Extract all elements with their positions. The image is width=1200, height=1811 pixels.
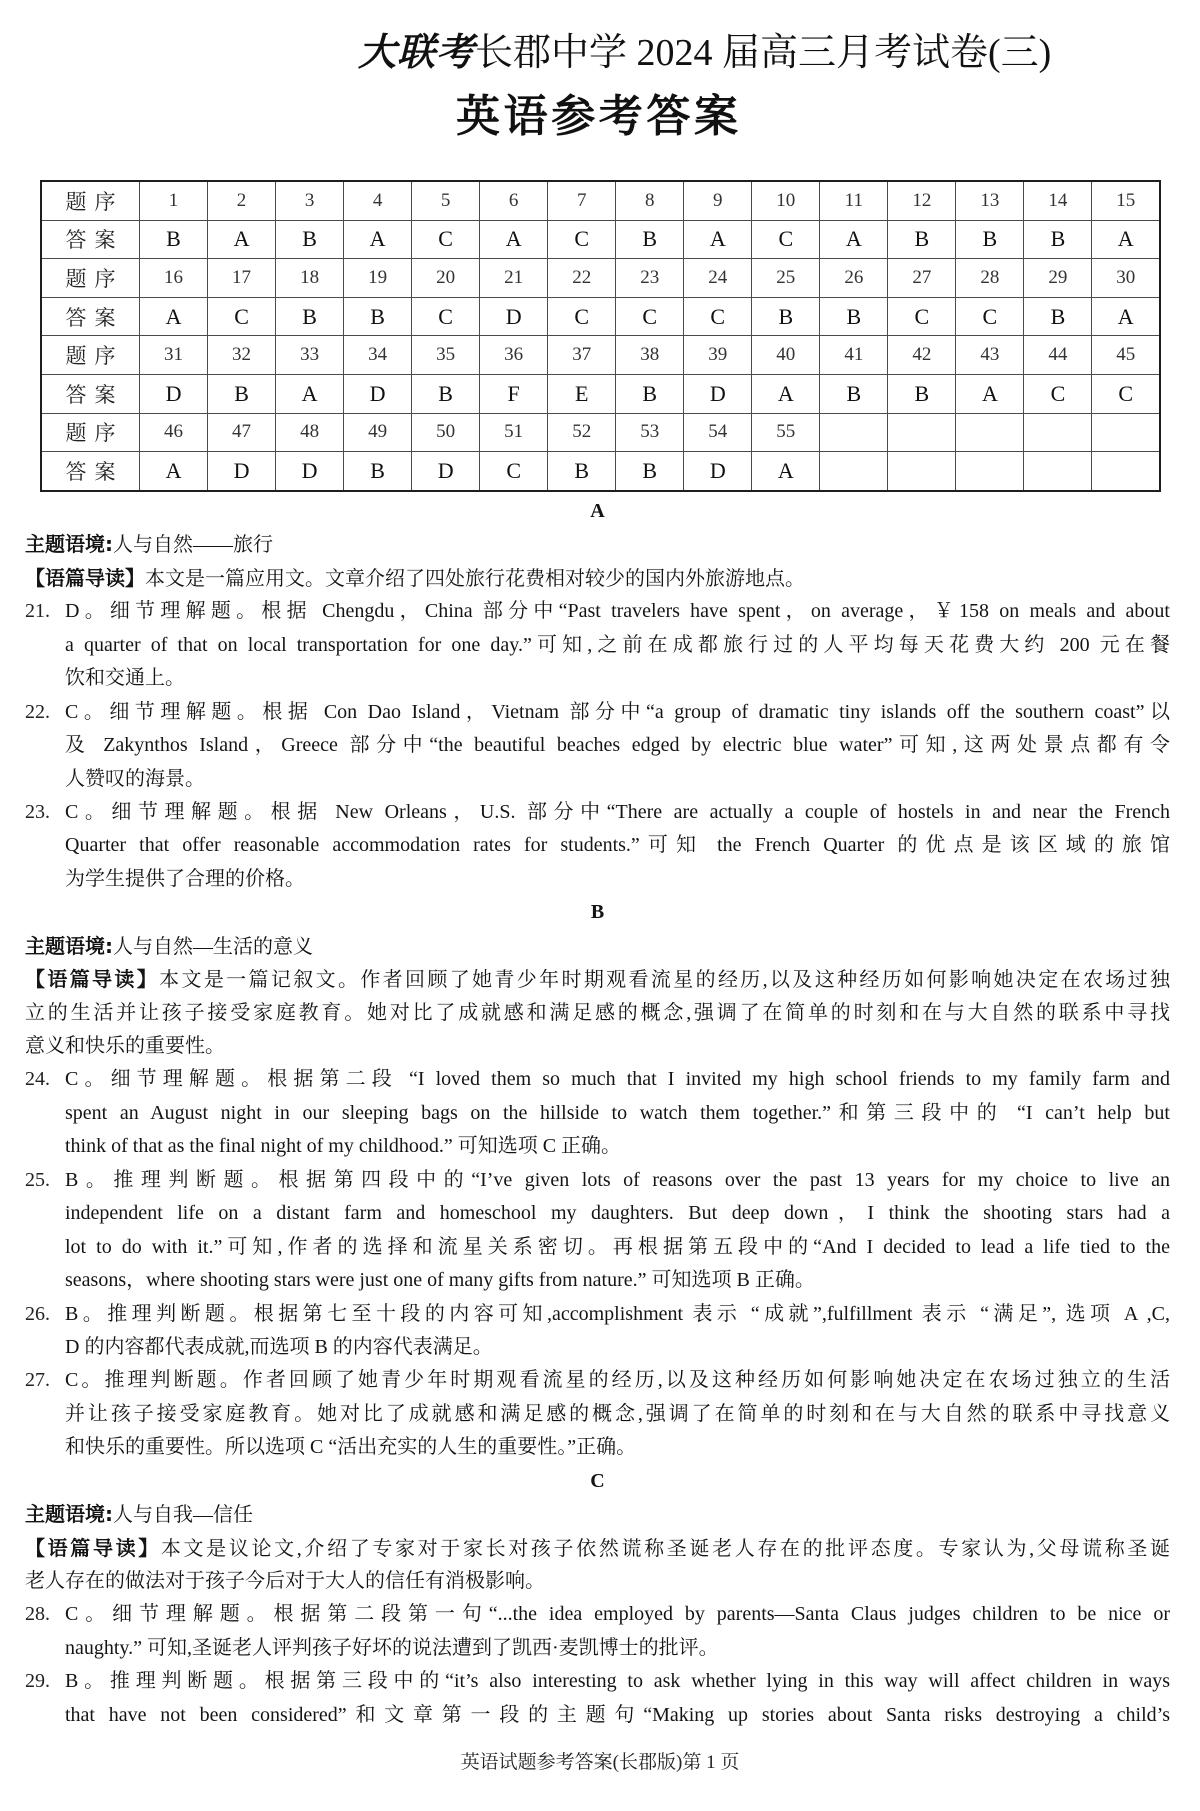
question-number-cell: 54 [684,413,752,452]
row-label: 题序 [41,259,140,298]
answer-cell: D [684,374,752,413]
answer-cell: C [752,220,820,259]
question-number-cell: 29 [1024,259,1092,298]
answer-cell: B [616,374,684,413]
explanation-text: 并让孩子接受家庭教育。她对比了成就感和满足感的概念,强调了在简单的时刻和在与大自然的联系中寻找意义 [65,1402,1170,1425]
question-number-cell: 34 [344,336,412,375]
question-number-cell: 35 [412,336,480,375]
explanation-text: that have not been considered”和文章第一段的主题句“Making up stories about Santa risks destroying a child’s [65,1703,1170,1726]
question-number-cell: 31 [140,336,208,375]
question-number-cell: 7 [548,181,616,220]
answer-row [41,297,1160,336]
question-number-cell: 24 [684,259,752,298]
explanation-line [25,1331,1170,1364]
explanation-text: C。细节理解题。根据第二段第一句“...the idea employed by parents—Santa Claus judges children to be nice or [65,1603,1170,1626]
explanation-text: B。推理判断题。根据第七至十段的内容可知,accomplishment 表示 “成就”,fulfillment 表示 “满足”, 选项 A ,C, [65,1302,1170,1325]
explanation-line [25,729,1170,762]
explanation-text: independent life on a distant farm and homeschool my daughters. But deep down，I think the shooting stars had a [65,1202,1170,1225]
topic-label: 主题语境: [25,1502,113,1527]
answer-cell: D [140,374,208,413]
topic-text: 人与自然——旅行 [113,534,273,557]
question-number: 27. [25,1369,50,1392]
section-letter: A [590,500,605,522]
answer-cell: B [752,297,820,336]
explanation-text: 人赞叹的海景。 [65,767,205,790]
answer-cell: C [208,297,276,336]
question-number-cell: 45 [1092,336,1160,375]
answer-explanation [25,1364,1170,1464]
question-number-cell: 50 [412,413,480,452]
explanation-text: a quarter of that on local transportation for one day.”可知,之前在成都旅行过的人平均每天花费大约 200 元在餐 [65,633,1170,656]
answer-cell: A [344,220,412,259]
question-number-cell: 4 [344,181,412,220]
question-number-cell: 30 [1092,259,1160,298]
question-number-cell: 13 [956,181,1024,220]
question-number-cell: 44 [1024,336,1092,375]
answer-cell: A [1092,297,1160,336]
explanation-line [25,662,1170,695]
answer-cell: B [344,452,412,491]
question-number-cell: 55 [752,413,820,452]
explanation-text: 及 Zakynthos Island，Greece 部分中“the beautiful beaches edged by electric blue water”可知,这两处景点都有令 [65,734,1170,757]
question-number-cell: 38 [616,336,684,375]
explanation-text: seasons，where shooting stars were just one of many gifts from nature.” 可知选项 B 正确。 [65,1269,815,1292]
row-label: 题序 [41,181,140,220]
answer-explanation [25,1298,1170,1365]
answer-cell: C [1092,374,1160,413]
question-number-cell: 27 [888,259,956,298]
explanation-line [25,1665,1170,1698]
explanation-line [25,863,1170,896]
empty-cell [888,413,956,452]
empty-cell [820,452,888,491]
section-letter: C [590,1469,605,1492]
question-number: 24. [25,1068,50,1091]
answer-cell: C [684,297,752,336]
guide-line [25,997,1170,1030]
question-number-cell: 39 [684,336,752,375]
question-number-cell: 20 [412,259,480,298]
explanation-text: naughty.” 可知,圣诞老人评判孩子好坏的说法遭到了凯西·麦凯博士的批评。 [65,1636,719,1659]
explanation-text: 为学生提供了合理的价格。 [65,867,305,890]
question-number-cell: 46 [140,413,208,452]
explanation-line [25,796,1170,829]
answer-cell: C [548,297,616,336]
passage-section-c [25,1465,1170,1733]
question-number-cell: 52 [548,413,616,452]
answer-explanation [25,595,1170,695]
question-number-row [41,413,1160,452]
guide-text: 本文是议论文,介绍了专家对于家长对孩子依然谎称圣诞老人存在的批评态度。专家认为,父母谎称圣诞 [160,1537,1170,1560]
explanation-text: C。细节理解题。根据 Con Dao Island，Vietnam 部分中“a group of dramatic tiny islands off the southern coast”以 [65,700,1170,723]
topic-label: 主题语境: [25,532,113,557]
answer-cell: C [412,220,480,259]
question-number-cell: 43 [956,336,1024,375]
answer-cell: B [276,297,344,336]
answer-cell: B [956,220,1024,259]
answer-cell: D [480,297,548,336]
question-number-row [41,259,1160,298]
question-number-cell: 5 [412,181,480,220]
question-number-cell: 9 [684,181,752,220]
answer-cell: C [616,297,684,336]
answer-cell: D [276,452,344,491]
explanation-line [25,1063,1170,1096]
empty-cell [888,452,956,491]
page-footer: 英语试题参考答案(长郡版)第 1 页 [460,1752,740,1773]
question-number-cell: 22 [548,259,616,298]
answer-cell: D [412,452,480,491]
explanation-text: D。细节理解题。根据 Chengdu，China 部分中“Past travelers have spent，on average，￥158 on meals and about [65,600,1170,623]
topic-text: 人与自我—信任 [113,1504,253,1527]
empty-cell [1092,413,1160,452]
answer-cell: B [344,297,412,336]
row-label: 题序 [41,336,140,375]
question-number-cell: 6 [480,181,548,220]
answer-row [41,220,1160,259]
topic-line [25,1498,1170,1531]
explanation-line [25,1364,1170,1397]
explanation-line [25,1398,1170,1431]
question-number: 29. [25,1670,50,1693]
question-number-cell: 32 [208,336,276,375]
answer-cell: B [208,374,276,413]
question-number-row [41,336,1160,375]
explanation-text: D 的内容都代表成就,而选项 B 的内容代表满足。 [65,1335,493,1358]
explanation-text: lot to do with it.”可知,作者的选择和流星关系密切。再根据第五段中的“And I decided to lead a life tied to the [65,1235,1170,1258]
question-number-cell: 25 [752,259,820,298]
explanation-line [25,1164,1170,1197]
passage-section-b [25,896,1170,1464]
empty-cell [956,452,1024,491]
question-number: 28. [25,1603,50,1626]
guide-label: 【语篇导读】 [25,967,160,992]
answer-cell: B [1024,220,1092,259]
answer-cell: B [616,220,684,259]
answer-row [41,452,1160,491]
answer-cell: A [684,220,752,259]
question-number-cell: 14 [1024,181,1092,220]
answer-cell: C [548,220,616,259]
row-label: 答案 [41,452,140,491]
question-number-cell: 10 [752,181,820,220]
explanation-line [25,595,1170,628]
question-number-cell: 18 [276,259,344,298]
question-number: 23. [25,800,50,823]
passage-section-a [25,495,1170,896]
answer-cell: C [480,452,548,491]
answer-cell: A [752,374,820,413]
answer-cell: B [820,374,888,413]
answer-row [41,374,1160,413]
empty-cell [956,413,1024,452]
question-number-cell: 19 [344,259,412,298]
question-number-cell: 47 [208,413,276,452]
question-number-cell: 16 [140,259,208,298]
answer-cell: A [1092,220,1160,259]
guide-line [25,562,1170,595]
topic-text: 人与自然—生活的意义 [113,935,313,958]
question-number-cell: 36 [480,336,548,375]
answer-cell: A [140,452,208,491]
question-number-cell: 8 [616,181,684,220]
section-letter: B [590,901,605,924]
explanation-line [25,1130,1170,1163]
question-number-cell: 33 [276,336,344,375]
question-number-cell: 48 [276,413,344,452]
answer-cell: B [548,452,616,491]
page-title: 英语参考答案 [456,91,738,142]
question-number: 21. [25,600,50,623]
explanation-text: spent an August night in our sleeping bags on the hillside to watch them together.”和第三段中的 “I can’t help but [65,1101,1170,1124]
guide-line [25,1030,1170,1063]
question-number-cell: 40 [752,336,820,375]
guide-label: 【语篇导读】 [25,565,145,590]
answer-key-body [41,181,1160,491]
answer-cell: F [480,374,548,413]
topic-label: 主题语境: [25,933,113,958]
guide-line [25,1532,1170,1565]
question-number: 22. [25,700,50,723]
guide-text: 本文是一篇记叙文。作者回顾了她青少年时期观看流星的经历,以及这种经历如何影响她决定在农场过独 [159,969,1170,992]
question-number: 26. [25,1302,50,1325]
question-number-cell: 53 [616,413,684,452]
explanation-line [25,629,1170,662]
exam-brand: 大联考 [358,32,476,74]
explanation-line [25,1197,1170,1230]
explanation-text: C。推理判断题。作者回顾了她青少年时期观看流星的经历,以及这种经历如何影响她决定在农场过独立的生活 [65,1369,1170,1392]
answer-cell: E [548,374,616,413]
explanation-line [25,829,1170,862]
answer-cell: B [820,297,888,336]
answer-explanation [25,696,1170,796]
answer-cell: A [276,374,344,413]
explanation-text: C。细节理解题。根据 New Orleans，U.S. 部分中“There are actually a couple of hostels in and near the French [65,800,1170,823]
explanation-text: Quarter that offer reasonable accommodation rates for students.”可知 the French Quarter 的优点是该区域的旅馆 [65,834,1170,857]
empty-cell [1024,413,1092,452]
question-number-row [41,181,1160,220]
empty-cell [1024,452,1092,491]
question-number-cell: 17 [208,259,276,298]
explanation-line [25,1598,1170,1631]
answer-cell: A [208,220,276,259]
explanation-line [25,1298,1170,1331]
guide-text: 意义和快乐的重要性。 [25,1035,225,1057]
answer-cell: D [344,374,412,413]
explanation-line [25,763,1170,796]
question-number-cell: 37 [548,336,616,375]
row-label: 答案 [41,220,140,259]
answer-explanation [25,1665,1170,1732]
topic-line [25,528,1170,561]
explanation-line [25,1097,1170,1130]
answer-explanation [25,1598,1170,1665]
explanation-line [25,1431,1170,1464]
answer-cell: A [752,452,820,491]
answer-cell: B [616,452,684,491]
question-number-cell: 15 [1092,181,1160,220]
guide-text: 本文是一篇应用文。文章介绍了四处旅行花费相对较少的国内外旅游地点。 [145,567,805,590]
explanation-line [25,696,1170,729]
answer-explanations [25,495,1170,1732]
answer-explanation [25,1164,1170,1298]
explanation-line [25,1231,1170,1264]
explanation-text: 饮和交通上。 [65,667,185,690]
explanation-text: C。细节理解题。根据第二段 “I loved them so much that I invited my high school friends to my family farm and [65,1068,1170,1091]
guide-text: 老人存在的做法对于孩子今后对于大人的信任有消极影响。 [25,1570,545,1592]
topic-line [25,930,1170,963]
answer-cell: A [956,374,1024,413]
question-number-cell: 3 [276,181,344,220]
question-number-cell: 21 [480,259,548,298]
question-number-cell: 11 [820,181,888,220]
answer-cell: B [276,220,344,259]
guide-text: 立的生活并让孩子接受家庭教育。她对比了成就感和满足感的概念,强调了在简单的时刻和在与大自然的联系中寻找 [25,1001,1170,1024]
question-number-cell: 28 [956,259,1024,298]
explanation-text: B。推理判断题。根据第三段中的“it’s also interesting to ask whether lying in this way will affect children in ways [65,1670,1170,1693]
question-number-cell: 41 [820,336,888,375]
explanation-text: B。推理判断题。根据第四段中的“I’ve given lots of reasons over the past 13 years for my choice to live an [65,1168,1170,1191]
answer-cell: B [1024,297,1092,336]
answer-cell: D [684,452,752,491]
answer-cell: D [208,452,276,491]
explanation-text: think of that as the final night of my childhood.” 可知选项 C 正确。 [65,1135,622,1158]
exam-title [358,30,1052,76]
question-number-cell: 1 [140,181,208,220]
row-label: 答案 [41,297,140,336]
answer-cell: B [412,374,480,413]
guide-line [25,963,1170,996]
guide-label: 【语篇导读】 [25,1535,161,1560]
question-number-cell: 2 [208,181,276,220]
question-number-cell: 51 [480,413,548,452]
question-number-cell: 12 [888,181,956,220]
answer-cell: C [956,297,1024,336]
question-number-cell: 42 [888,336,956,375]
explanation-line [25,1264,1170,1297]
row-label: 题序 [41,413,140,452]
empty-cell [1092,452,1160,491]
answer-cell: A [820,220,888,259]
answer-cell: A [480,220,548,259]
answer-cell: A [140,297,208,336]
answer-cell: C [1024,374,1092,413]
question-number: 25. [25,1168,50,1191]
answer-key-table [40,180,1161,492]
exam-title-main: 长郡中学 2024 届高三月考试卷(三) [475,32,1052,74]
answer-explanation [25,1063,1170,1163]
empty-cell [820,413,888,452]
explanation-line [25,1632,1170,1665]
guide-line [25,1565,1170,1598]
answer-cell: B [888,374,956,413]
question-number-cell: 26 [820,259,888,298]
explanation-line [25,1699,1170,1732]
answer-cell: C [412,297,480,336]
answer-explanation [25,796,1170,896]
answer-cell: C [888,297,956,336]
row-label: 答案 [41,374,140,413]
question-number-cell: 23 [616,259,684,298]
explanation-text: 和快乐的重要性。所以选项 C “活出充实的人生的重要性。”正确。 [65,1436,637,1459]
answer-cell: B [888,220,956,259]
answer-cell: B [140,220,208,259]
question-number-cell: 49 [344,413,412,452]
